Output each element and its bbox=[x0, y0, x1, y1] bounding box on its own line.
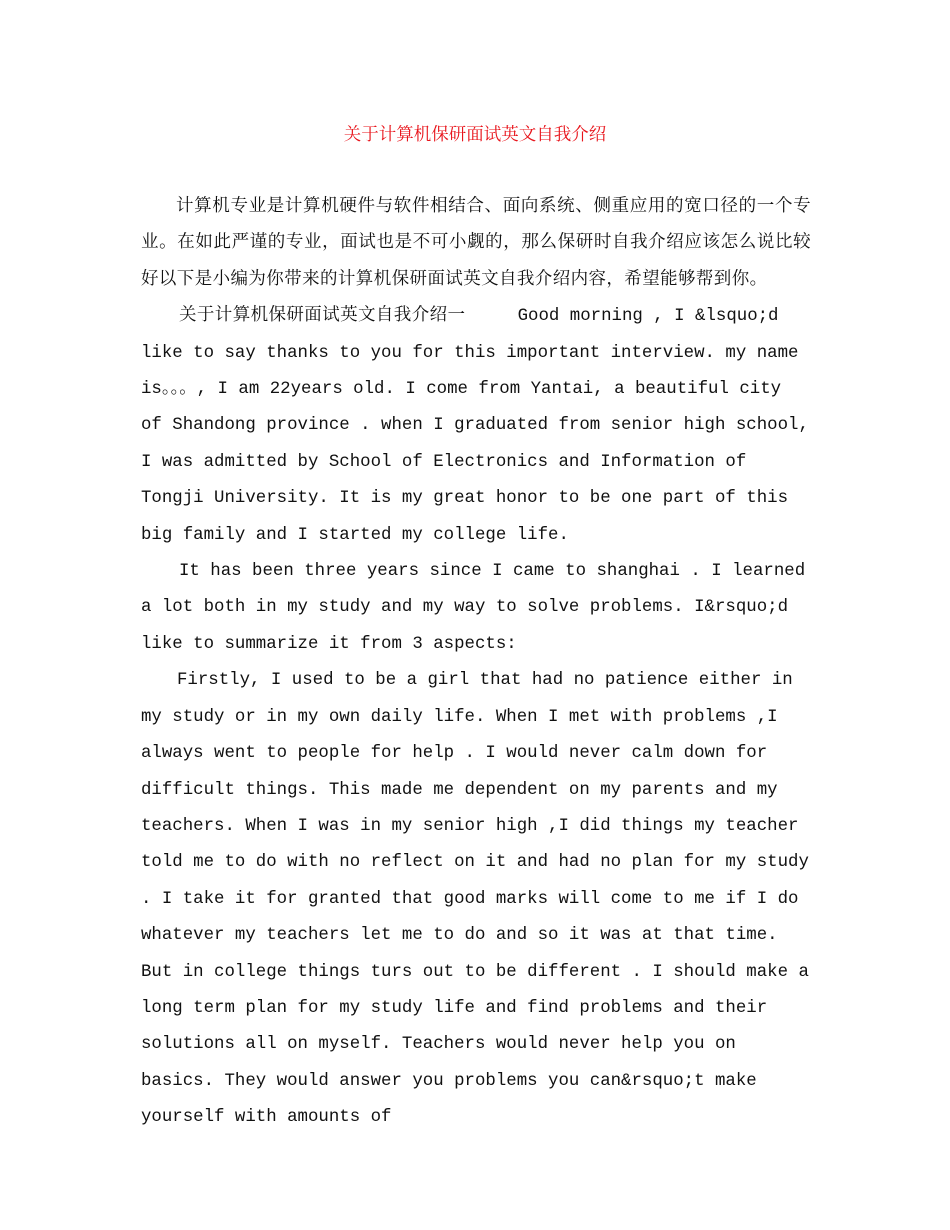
section-one-paragraph bbox=[141, 297, 811, 554]
section-spacer bbox=[465, 307, 517, 326]
intro-paragraph: 计算机专业是计算机硬件与软件相结合、面向系统、侧重应用的宽口径的一个专业。在如此严谨的专业，面试也是不可小觑的，那么保研时自我介绍应该怎么说比较好以下是小编为你带来的计算机保研面试英文自我介绍内容，希望能够帮到你。 bbox=[141, 196, 811, 289]
document-body bbox=[141, 188, 811, 1137]
paragraph-three: Firstly, I used to be a girl that had no patience either in my study or in my own daily life. When I met with problems ,I always went to people for help . I would never calm down for difficult things. This made me dependent on my parents and my teachers. When I was in my senior high ,I did things my teacher told me to do with no reflect on it and had no plan for my study . I take it for granted that good marks will come to me if I do whatever my teachers let me to do and so it was at that time. But in college things turs out to be different . I should make a long term plan for my study life and find problems and their solutions all on myself. Teachers would never help you on basics. They would answer you problems you can&rsquo;t make yourself with amounts of bbox=[141, 671, 809, 1128]
section-heading: 关于计算机保研面试英文自我介绍一 bbox=[179, 305, 466, 326]
document-title: 关于计算机保研面试英文自我介绍 bbox=[343, 125, 607, 145]
paragraph-two: It has been three years since I came to shanghai . I learned a lot both in my study and my way to solve problems. I&rsquo;d like to summarize it from 3 aspects: bbox=[141, 562, 806, 654]
section-body: Good morning , I &lsquo;d like to say thanks to you for this important interview. my name is。。。, I am 22years old. I come from Yantai, a beautiful city of Shandong province . when I graduated from senior high school, I was admitted by School of Electronics and Information of Tongji University. It is my great honor to be one part of this big family and I started my college life. bbox=[141, 307, 809, 545]
